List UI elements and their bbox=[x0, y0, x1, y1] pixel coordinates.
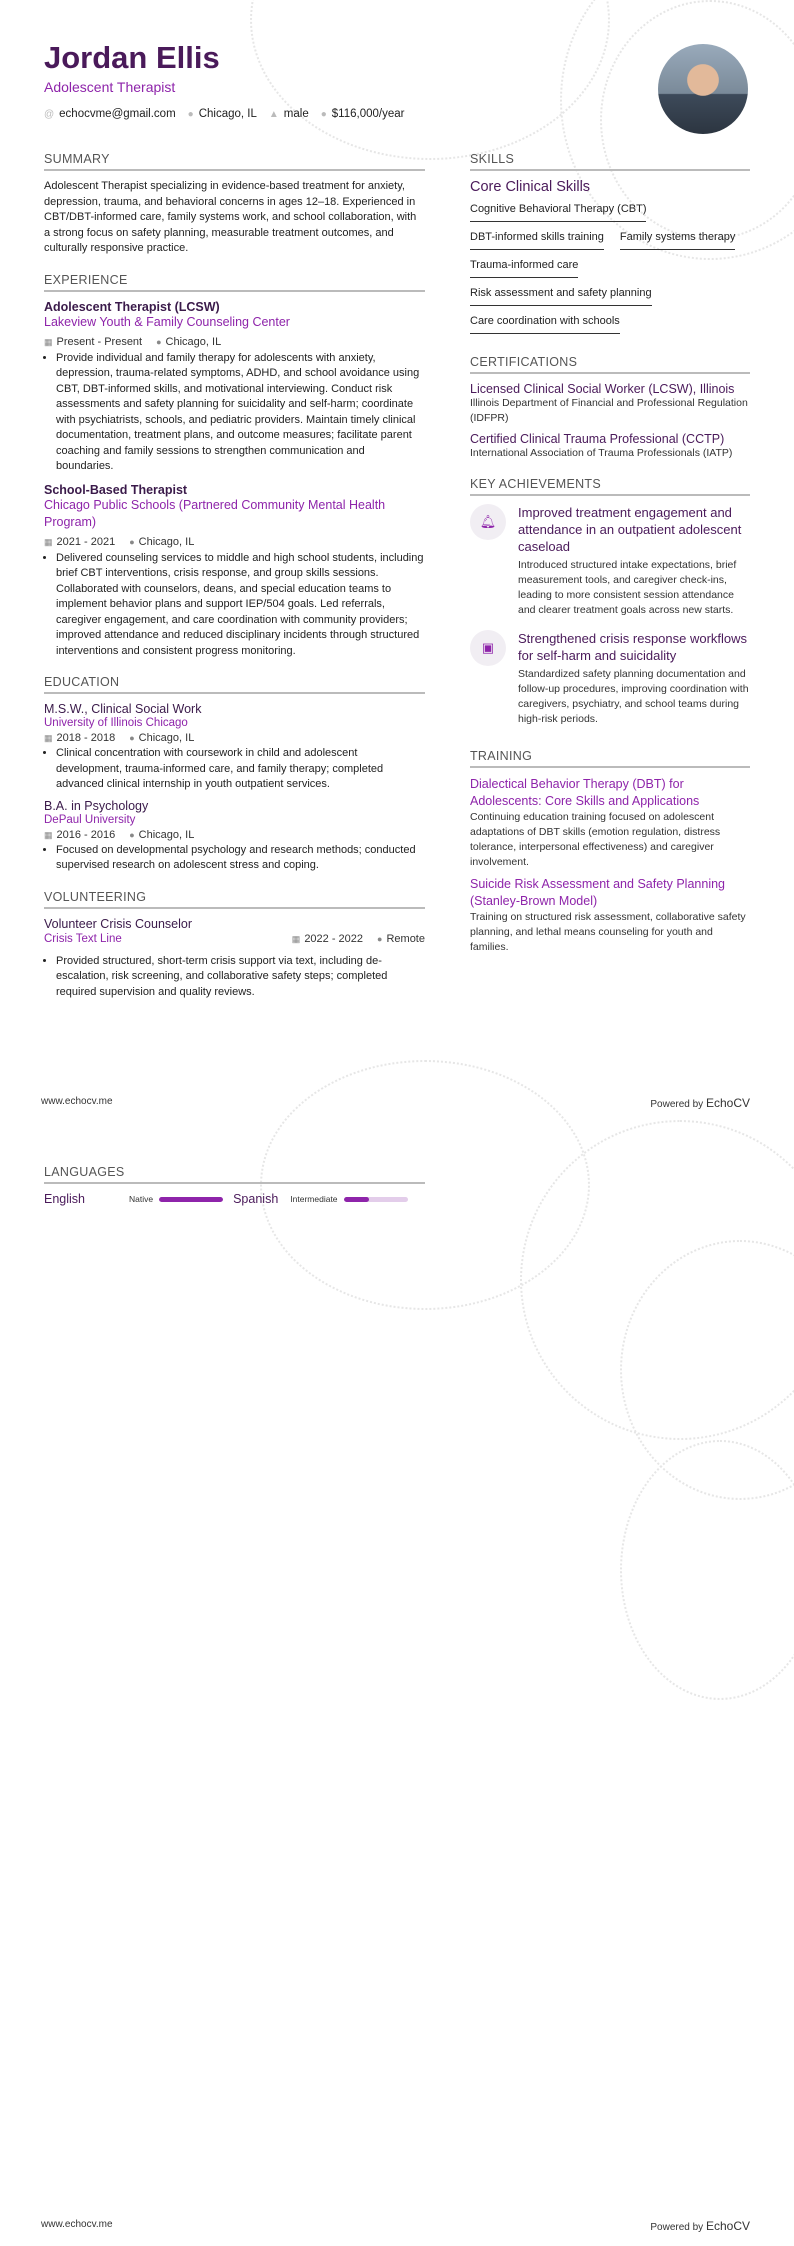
page-footer bbox=[41, 2219, 750, 2233]
company: Lakeview Youth & Family Counseling Center bbox=[44, 314, 290, 329]
language-level: Native bbox=[129, 1194, 154, 1204]
location-icon: ● bbox=[187, 109, 194, 120]
location: Chicago, IL bbox=[165, 335, 222, 348]
achievement-item bbox=[470, 630, 750, 733]
certifications-section bbox=[470, 355, 750, 461]
volunteer-org: Crisis Text Line bbox=[44, 932, 122, 945]
calendar-icon: ▦ bbox=[44, 536, 53, 547]
location-icon: ● bbox=[156, 336, 162, 347]
achievement-title: Strengthened crisis response workflows for self-harm and suicidality bbox=[518, 631, 748, 663]
powered-by: Powered by bbox=[650, 2222, 704, 2233]
degree: B.A. in Psychology bbox=[44, 798, 149, 813]
skill-item: Trauma-informed care bbox=[470, 255, 578, 278]
job-title: School-Based Therapist bbox=[44, 482, 188, 497]
section-heading: EDUCATION bbox=[44, 675, 425, 694]
section-heading: LANGUAGES bbox=[44, 1165, 425, 1184]
website-link[interactable]: www.echocv.me bbox=[41, 2219, 113, 2230]
profile-photo bbox=[658, 44, 748, 134]
powered-by: Powered by bbox=[650, 1099, 704, 1110]
summary-section bbox=[44, 152, 425, 257]
calendar-icon: ▦ bbox=[44, 733, 53, 743]
bullet: • Delivered counseling services to middle and high school students, including brief CBT interventions, crisis response, and group skills sessions. Collaborated with counselors, deans, and special education teams to implement behavior plans and support IEP/504 goals. Led referrals, caregiver engagement, and care coordination with community providers; improved attendance and reduced disciplinary incidents through structured interventions and consistent progress monitoring. bbox=[56, 551, 425, 660]
location-icon: ● bbox=[129, 536, 135, 547]
bullet: • Focused on developmental psychology and research methods; conducted supervised research on adolescent stress and coping. bbox=[56, 843, 425, 874]
section-heading: CERTIFICATIONS bbox=[470, 355, 750, 374]
bullet: • Clinical concentration with coursework in child and adolescent development, trauma-informed care, and family therapy; completed advanced clinical internship in youth outpatient services. bbox=[56, 746, 425, 793]
resume-page-2 bbox=[0, 1123, 794, 2246]
achievement-item bbox=[470, 504, 750, 624]
training-title: Dialectical Behavior Therapy (DBT) for Adolescents: Core Skills and Applications bbox=[470, 777, 700, 808]
location: Chicago, IL bbox=[138, 828, 195, 841]
brand-logo[interactable]: EchoCV bbox=[705, 2219, 750, 2233]
location-icon: ● bbox=[129, 829, 135, 840]
right-column bbox=[470, 152, 750, 971]
summary-text: Adolescent Therapist specializing in evidence-based treatment for anxiety, depression, trauma, and behavioral concerns in ages 12–18. Experienced in CBT/DBT-informed care, family systems work, and school collaboration, with a strong focus on safety planning, measurable treatment outcomes, and culturally responsive practice. bbox=[44, 180, 417, 254]
gender: male bbox=[283, 108, 309, 120]
section-heading: EXPERIENCE bbox=[44, 273, 425, 292]
degree: M.S.W., Clinical Social Work bbox=[44, 702, 202, 716]
bell-icon: 🔔︎ bbox=[470, 504, 506, 540]
location: Chicago, IL bbox=[138, 535, 195, 548]
skills-list bbox=[470, 199, 750, 339]
languages-section bbox=[44, 1165, 425, 1206]
achievement-text: Introduced structured intake expectations, brief measurement tools, and caregiver check-ins, leading to more consistent session attendance and clearer treatment goals across new starts. bbox=[518, 559, 737, 616]
education-section bbox=[44, 675, 425, 874]
school: University of Illinois Chicago bbox=[44, 717, 188, 729]
salary: $116,000/year bbox=[331, 108, 405, 120]
skills-section bbox=[470, 152, 750, 339]
school: DePaul University bbox=[44, 813, 136, 826]
education-item bbox=[44, 799, 425, 874]
dates: 2021 - 2021 bbox=[56, 535, 116, 548]
brand-logo[interactable]: EchoCV bbox=[705, 1096, 750, 1110]
job-title: Adolescent Therapist (LCSW) bbox=[44, 299, 220, 314]
dates: 2016 - 2016 bbox=[56, 828, 116, 841]
cert-title: Licensed Clinical Social Worker (LCSW), Illinois bbox=[470, 382, 735, 396]
company: Chicago Public Schools (Partnered Community Mental Health Program) bbox=[44, 497, 386, 529]
dates: 2022 - 2022 bbox=[304, 933, 364, 945]
experience-item bbox=[44, 483, 425, 660]
language-name: Spanish bbox=[233, 1192, 279, 1206]
language-name: English bbox=[44, 1192, 85, 1206]
language-bar bbox=[159, 1197, 223, 1202]
skill-item: Cognitive Behavioral Therapy (CBT) bbox=[470, 199, 646, 222]
email[interactable]: echocvme@gmail.com bbox=[59, 108, 176, 120]
skill-group-title: Core Clinical Skills bbox=[470, 179, 591, 195]
cert-title: Certified Clinical Trauma Professional (CCTP) bbox=[470, 432, 725, 446]
location-icon: ● bbox=[129, 733, 135, 743]
location: Remote bbox=[386, 933, 425, 945]
calendar-icon: ▦ bbox=[44, 829, 53, 840]
achievement-title: Improved treatment engagement and attendance in an outpatient adolescent caseload bbox=[518, 505, 742, 554]
language-list bbox=[44, 1192, 425, 1206]
archive-icon: ▣ bbox=[470, 630, 506, 666]
skill-item: DBT-informed skills training bbox=[470, 227, 604, 250]
cert-issuer: Illinois Department of Financial and Professional Regulation (IDFPR) bbox=[470, 397, 748, 424]
training-title: Suicide Risk Assessment and Safety Planning (Stanley-Brown Model) bbox=[470, 877, 725, 908]
training-text: Training on structured risk assessment, collaborative safety planning, and lethal means counseling for youth and families. bbox=[470, 911, 746, 953]
volunteer-role: Volunteer Crisis Counselor bbox=[44, 916, 192, 931]
location-icon: ● bbox=[377, 934, 383, 944]
bullet: • Provided structured, short-term crisis support via text, including de-escalation, risk screening, and collaborative safety steps; completed required supervision and quality reviews. bbox=[56, 954, 425, 1001]
person-icon: ▲ bbox=[268, 109, 279, 120]
bullet: • Provide individual and family therapy for adolescents with anxiety, depression, trauma-related symptoms, ADHD, and school avoidance using CBT, DBT-informed skills, and motivational interviewing. Conduct risk assessments and safety planning for suicidality and self-harm; coordinate with psychiatrists, schools, and pediatric providers. Maintain timely clinical documentation, treatment plans, and outcome measures; facilitate parent coaching and family sessions to strengthen communication and boundaries. bbox=[56, 351, 425, 475]
location: Chicago, IL bbox=[198, 108, 257, 120]
language-level: Intermediate bbox=[290, 1194, 338, 1204]
dates: 2018 - 2018 bbox=[56, 732, 116, 744]
training-text: Continuing education training focused on adolescent adaptations of DBT skills (emotion regulation, distress tolerance, interpersonal effectiveness) and caregiver involvement. bbox=[470, 811, 721, 868]
volunteering-section bbox=[44, 890, 425, 1001]
calendar-icon: ▦ bbox=[291, 934, 301, 944]
language-bar bbox=[344, 1197, 408, 1202]
candidate-name: Jordan Ellis bbox=[44, 40, 220, 75]
achievement-text: Standardized safety planning documentation and follow-up procedures, improving coordination with caregivers, psychiatry, and school teams during high-risk periods. bbox=[518, 668, 749, 725]
experience-section bbox=[44, 273, 425, 660]
contact-info bbox=[44, 108, 404, 120]
location: Chicago, IL bbox=[138, 732, 195, 744]
skill-item: Risk assessment and safety planning bbox=[470, 283, 652, 306]
skill-item: Care coordination with schools bbox=[470, 311, 620, 334]
cert-issuer: International Association of Trauma Professionals (IATP) bbox=[470, 447, 733, 459]
section-heading: KEY ACHIEVEMENTS bbox=[470, 477, 750, 496]
salary-icon: ● bbox=[320, 109, 327, 120]
experience-item bbox=[44, 300, 425, 475]
section-heading: VOLUNTEERING bbox=[44, 890, 425, 909]
dates: Present - Present bbox=[56, 335, 143, 348]
section-heading: TRAINING bbox=[470, 749, 750, 768]
email-icon: @ bbox=[44, 109, 55, 120]
training-section bbox=[470, 749, 750, 955]
website-link[interactable]: www.echocv.me bbox=[41, 1096, 113, 1107]
education-item bbox=[44, 702, 425, 793]
section-heading: SUMMARY bbox=[44, 152, 425, 171]
candidate-title: Adolescent Therapist bbox=[44, 79, 176, 95]
calendar-icon: ▦ bbox=[44, 336, 53, 347]
page-footer bbox=[41, 1096, 750, 1110]
achievements-section bbox=[470, 477, 750, 733]
section-heading: SKILLS bbox=[470, 152, 750, 171]
skill-item: Family systems therapy bbox=[620, 227, 736, 250]
left-column bbox=[44, 152, 425, 1016]
